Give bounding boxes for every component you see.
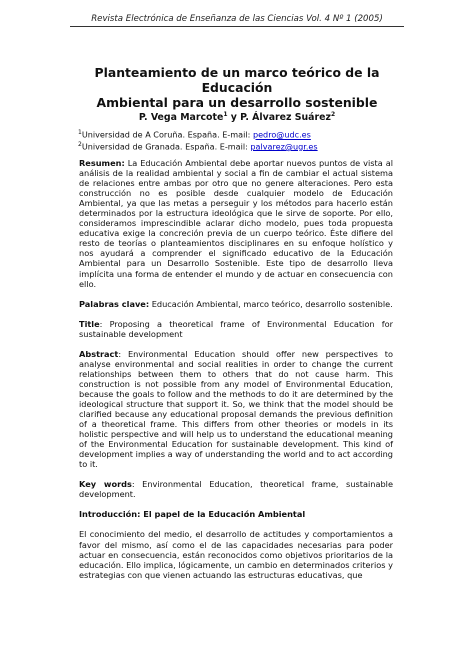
- resumen-text: La Educación Ambiental debe aportar nuevos puntos de vista al análisis de la realidad ambiental y social a fin de cambiar el actual sistema de relaciones entre ambas por otro que no genere alteraciones. Pero esta construcción no es posible desde cualquier modelo de Educación Ambiental, ya que las metas a perseguir y los métodos para hacerlo están determinados por la estructura ideológica que le sirve de soporte. Por ello, consideramos imprescindible aclarar dicho modelo, pues toda propuesta educativa exige la concreción previa de un cuerpo teórico. Éste difiere del resto de teorías o planteamientos disciplinares en su enfoque holístico y nos ayudará a comprender el significado educativo de la Educación Ambiental para un Desarrollo Sostenible. Este tipo de desarrollo lleva implícita una forma de entender el mundo y de actuar en consecuencia con ello.: [79, 158, 393, 289]
- abstract-text: : Environmental Education should offer new perspectives to analyse environmental and social realities in order to change the current relationships between them to others that do not cause harm. This construction is not possible from any model of Environmental Education, because the goals to follow and the methods to do it are determined by the ideological structure that support it. So, we think that the model should be clarified because any educational proposal demands the previous definition of a theoretical frame. This differs from other theories or models in its holistic perspective and will help us to understand the educational meaning of the Environmental Education for sustainable development. This kind of development implies a way of understanding the world and to act according to it.: [79, 348, 393, 470]
- palabras-paragraph: [79, 299, 393, 309]
- affiliation-2: [78, 140, 408, 152]
- author-1-sup: 1: [223, 111, 228, 118]
- affiliation-2-text: Universidad de Granada. España. E-mail:: [81, 141, 251, 152]
- paper-title: [60, 65, 414, 110]
- affiliation-1-sup: 1: [78, 129, 82, 136]
- title-en-paragraph: [79, 319, 393, 339]
- keywords-text: : Environmental Education, theoretical frame, sustainable development.: [79, 479, 393, 500]
- affiliation-1-text: Universidad de A Coruña. España. E-mail:: [81, 129, 253, 140]
- affiliation-2-email[interactable]: palvarez@ugr.es: [250, 141, 318, 152]
- keywords-paragraph: [79, 479, 393, 499]
- intro-heading: Introducción: El papel de la Educación Ambiental: [79, 509, 306, 520]
- affiliation-1: [78, 128, 408, 140]
- resumen-paragraph: [79, 158, 393, 289]
- title-en-text: : Proposing a theoretical frame of Environmental Education for sustainable development: [79, 318, 393, 339]
- paper-body: [79, 158, 393, 580]
- authors-and: y: [227, 112, 241, 124]
- keywords-label: Key words: [79, 479, 132, 490]
- title-line-1: Planteamiento de un marco teórico de la Educación: [94, 65, 380, 95]
- affiliations: [78, 128, 408, 151]
- intro-paragraph: El conocimiento del medio, el desarrollo de actitudes y comportamientos a favor del mismo, así como el de las capacidades necesarias para poder actuar en consecuencia, están reconocidos como objetivos prioritarios de la educación. Ello implica, lógicamente, un cambio en determinados criterios y estrategias con que vienen actuando las estructuras educativas, que: [79, 529, 393, 580]
- affiliation-2-sup: 2: [78, 140, 82, 148]
- author-1: P. Vega Marcote: [138, 112, 224, 124]
- abstract-paragraph: [79, 349, 393, 470]
- title-line-2: Ambiental para un desarrollo sostenible: [96, 95, 378, 110]
- title-en-label: Title: [79, 318, 100, 329]
- palabras-text: Educación Ambiental, marco teórico, desarrollo sostenible.: [149, 298, 393, 309]
- affiliation-1-email[interactable]: pedro@udc.es: [252, 129, 311, 140]
- authors: [60, 111, 414, 123]
- author-2-sup: 2: [330, 111, 336, 118]
- journal-header: Revista Electrónica de Enseñanza de las Ciencias Vol. 4 Nº 1 (2005): [91, 14, 383, 24]
- header-rule: [70, 26, 404, 27]
- palabras-label: Palabras clave:: [79, 298, 150, 309]
- author-2: P. Álvarez Suárez: [240, 112, 331, 124]
- resumen-label: Resumen:: [79, 158, 125, 168]
- abstract-label: Abstract: [79, 348, 119, 359]
